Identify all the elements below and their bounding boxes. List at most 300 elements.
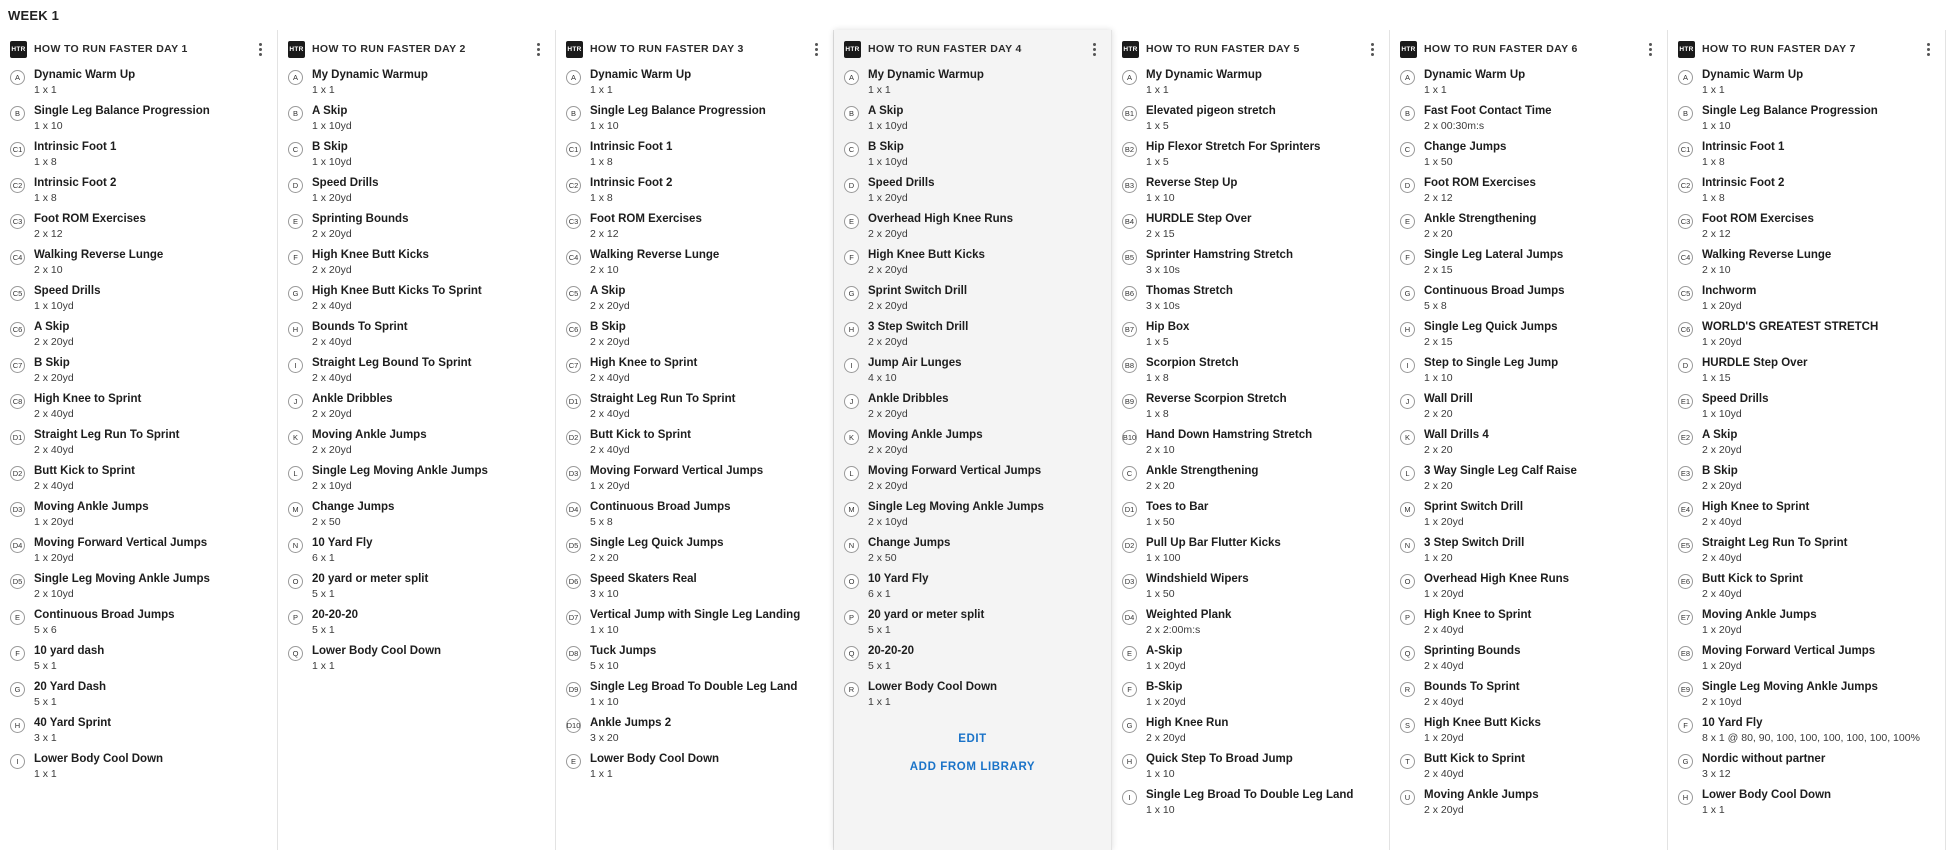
exercise-row[interactable] bbox=[10, 320, 267, 349]
exercise-row[interactable] bbox=[844, 500, 1101, 529]
exercise-tag-badge: F bbox=[288, 250, 303, 265]
exercise-name: Moving Forward Vertical Jumps bbox=[868, 465, 1042, 477]
exercise-text bbox=[590, 500, 731, 529]
exercise-tag-badge: P bbox=[1400, 610, 1415, 625]
exercise-row[interactable] bbox=[10, 464, 267, 493]
exercise-row[interactable] bbox=[566, 644, 823, 673]
exercise-row[interactable] bbox=[10, 356, 267, 385]
exercise-row[interactable] bbox=[1678, 464, 1935, 493]
exercise-text bbox=[1702, 572, 1803, 601]
exercise-sets-reps: 2 x 40yd bbox=[34, 480, 74, 492]
exercise-row[interactable] bbox=[844, 644, 1101, 673]
exercise-name: WORLD'S GREATEST STRETCH bbox=[1702, 321, 1879, 333]
exercise-sets-reps: 3 x 1 bbox=[34, 732, 57, 744]
exercise-row[interactable] bbox=[844, 464, 1101, 493]
exercise-tag-badge: E bbox=[288, 214, 303, 229]
exercise-row[interactable] bbox=[844, 608, 1101, 637]
exercise-name: Sprinting Bounds bbox=[312, 213, 409, 225]
exercise-text bbox=[312, 212, 408, 241]
exercise-row[interactable] bbox=[1678, 788, 1935, 817]
exercise-tag-badge: B bbox=[844, 106, 859, 121]
exercise-text bbox=[1424, 212, 1536, 241]
exercise-tag-badge: C6 bbox=[1678, 322, 1693, 337]
exercise-tag-badge: D6 bbox=[566, 574, 581, 589]
exercise-row[interactable] bbox=[10, 680, 267, 709]
exercise-text bbox=[1702, 608, 1817, 637]
exercise-row[interactable] bbox=[10, 644, 267, 673]
exercise-row[interactable] bbox=[1400, 536, 1657, 565]
exercise-text bbox=[34, 140, 116, 169]
day-column-title: HOW TO RUN FASTER DAY 6 bbox=[1424, 43, 1578, 55]
exercise-row[interactable] bbox=[1678, 644, 1935, 673]
day-column[interactable] bbox=[1112, 30, 1390, 850]
exercise-row[interactable] bbox=[1122, 572, 1379, 601]
exercise-row[interactable] bbox=[288, 608, 545, 637]
exercise-sets-reps: 2 x 50 bbox=[868, 552, 897, 564]
exercise-tag-badge: B3 bbox=[1122, 178, 1137, 193]
exercise-row[interactable] bbox=[1122, 788, 1379, 817]
exercise-sets-reps: 1 x 1 bbox=[590, 768, 613, 780]
exercise-row[interactable] bbox=[1122, 752, 1379, 781]
exercise-text bbox=[868, 608, 984, 637]
exercise-row[interactable] bbox=[288, 104, 545, 133]
exercise-text bbox=[868, 68, 984, 97]
exercise-text bbox=[590, 392, 735, 421]
exercise-row[interactable] bbox=[844, 104, 1101, 133]
exercise-tag-badge: E1 bbox=[1678, 394, 1693, 409]
day-column[interactable] bbox=[1390, 30, 1668, 850]
exercise-name: High Knee to Sprint bbox=[1702, 501, 1810, 513]
exercise-row[interactable] bbox=[566, 356, 823, 385]
exercise-row[interactable] bbox=[1122, 680, 1379, 709]
exercise-row[interactable] bbox=[1400, 176, 1657, 205]
exercise-text bbox=[1424, 176, 1536, 205]
exercise-row[interactable] bbox=[566, 464, 823, 493]
exercise-row[interactable] bbox=[288, 500, 545, 529]
exercise-sets-reps: 3 x 12 bbox=[1702, 768, 1731, 780]
day-column-title: HOW TO RUN FASTER DAY 7 bbox=[1702, 43, 1856, 55]
exercise-row[interactable] bbox=[566, 680, 823, 709]
exercise-text bbox=[1146, 608, 1231, 637]
exercise-tag-badge: B4 bbox=[1122, 214, 1137, 229]
exercise-name: Wall Drills 4 bbox=[1424, 429, 1489, 441]
exercise-row[interactable] bbox=[288, 140, 545, 169]
exercise-row[interactable] bbox=[1122, 176, 1379, 205]
exercise-row[interactable] bbox=[288, 572, 545, 601]
exercise-row[interactable] bbox=[1122, 608, 1379, 637]
exercise-sets-reps: 1 x 10 bbox=[1146, 768, 1175, 780]
exercise-row[interactable] bbox=[288, 320, 545, 349]
exercise-row[interactable] bbox=[1400, 104, 1657, 133]
exercise-row[interactable] bbox=[1678, 248, 1935, 277]
exercise-row[interactable] bbox=[1400, 140, 1657, 169]
exercise-text bbox=[1702, 428, 1742, 457]
exercise-name: Continuous Broad Jumps bbox=[1424, 285, 1565, 297]
exercise-row[interactable] bbox=[288, 356, 545, 385]
exercise-tag-badge: L bbox=[844, 466, 859, 481]
exercise-row[interactable] bbox=[566, 608, 823, 637]
exercise-row[interactable] bbox=[1678, 500, 1935, 529]
exercise-name: Foot ROM Exercises bbox=[590, 213, 702, 225]
exercise-text bbox=[1146, 644, 1186, 673]
exercise-list bbox=[1400, 68, 1657, 817]
exercise-row[interactable] bbox=[1678, 392, 1935, 421]
exercise-row[interactable] bbox=[1122, 104, 1379, 133]
exercise-row[interactable] bbox=[1122, 248, 1379, 277]
exercise-row[interactable] bbox=[10, 68, 267, 97]
exercise-name: Single Leg Balance Progression bbox=[34, 105, 210, 117]
exercise-text bbox=[1146, 536, 1281, 565]
exercise-row[interactable] bbox=[1678, 320, 1935, 349]
exercise-row[interactable] bbox=[1400, 608, 1657, 637]
exercise-sets-reps: 1 x 1 bbox=[590, 84, 613, 96]
exercise-name: Walking Reverse Lunge bbox=[1702, 249, 1832, 261]
exercise-row[interactable] bbox=[1400, 320, 1657, 349]
exercise-row[interactable] bbox=[566, 716, 823, 745]
exercise-sets-reps: 1 x 10yd bbox=[1702, 408, 1742, 420]
exercise-row[interactable] bbox=[844, 392, 1101, 421]
exercise-row[interactable] bbox=[288, 536, 545, 565]
exercise-sets-reps: 1 x 20yd bbox=[34, 516, 74, 528]
exercise-row[interactable] bbox=[288, 248, 545, 277]
exercise-sets-reps: 1 x 1 bbox=[1702, 804, 1725, 816]
exercise-tag-badge: D5 bbox=[566, 538, 581, 553]
exercise-row[interactable] bbox=[10, 572, 267, 601]
day-column-title: HOW TO RUN FASTER DAY 3 bbox=[590, 43, 744, 55]
exercise-row[interactable] bbox=[1122, 464, 1379, 493]
exercise-text bbox=[34, 752, 163, 781]
more-options-icon[interactable] bbox=[253, 40, 267, 58]
exercise-row[interactable] bbox=[1400, 212, 1657, 241]
exercise-row[interactable] bbox=[566, 140, 823, 169]
exercise-name: A Skip bbox=[1702, 429, 1738, 441]
exercise-row[interactable] bbox=[1400, 500, 1657, 529]
exercise-tag-badge: C7 bbox=[10, 358, 25, 373]
exercise-row[interactable] bbox=[1678, 680, 1935, 709]
exercise-name: HURDLE Step Over bbox=[1702, 357, 1808, 369]
exercise-sets-reps: 2 x 15 bbox=[1424, 336, 1453, 348]
exercise-text bbox=[1424, 644, 1520, 673]
exercise-sets-reps: 1 x 20yd bbox=[1424, 732, 1464, 744]
exercise-row[interactable] bbox=[566, 212, 823, 241]
exercise-row[interactable] bbox=[1678, 176, 1935, 205]
exercise-row[interactable] bbox=[1678, 608, 1935, 637]
day-column[interactable] bbox=[278, 30, 556, 850]
exercise-row[interactable] bbox=[1122, 644, 1379, 673]
exercise-tag-badge: E3 bbox=[1678, 466, 1693, 481]
exercise-list bbox=[1122, 68, 1379, 817]
exercise-sets-reps: 2 x 20yd bbox=[1702, 444, 1742, 456]
exercise-row[interactable] bbox=[1678, 104, 1935, 133]
exercise-text bbox=[590, 212, 702, 241]
day-column-title: HOW TO RUN FASTER DAY 4 bbox=[868, 43, 1022, 55]
more-options-icon[interactable] bbox=[1643, 40, 1657, 58]
add-from-library-button[interactable]: ADD FROM LIBRARY bbox=[844, 753, 1101, 781]
exercise-text bbox=[312, 428, 427, 457]
exercise-sets-reps: 1 x 1 bbox=[1702, 84, 1725, 96]
exercise-tag-badge: C3 bbox=[10, 214, 25, 229]
day-column-title: HOW TO RUN FASTER DAY 2 bbox=[312, 43, 466, 55]
exercise-row[interactable] bbox=[1678, 212, 1935, 241]
exercise-row[interactable] bbox=[1400, 716, 1657, 745]
exercise-tag-badge: K bbox=[844, 430, 859, 445]
exercise-tag-badge: F bbox=[844, 250, 859, 265]
week-label: WEEK 1 bbox=[8, 7, 60, 23]
exercise-row[interactable] bbox=[288, 428, 545, 457]
exercise-text bbox=[312, 500, 394, 529]
exercise-sets-reps: 1 x 10yd bbox=[868, 120, 908, 132]
exercise-row[interactable] bbox=[844, 572, 1101, 601]
exercise-row[interactable] bbox=[1400, 644, 1657, 673]
exercise-row[interactable] bbox=[1678, 284, 1935, 313]
exercise-row[interactable] bbox=[10, 284, 267, 313]
exercise-name: High Knee to Sprint bbox=[1424, 609, 1532, 621]
exercise-row[interactable] bbox=[1400, 68, 1657, 97]
exercise-row[interactable] bbox=[1122, 284, 1379, 313]
exercise-row[interactable] bbox=[1122, 716, 1379, 745]
exercise-name: Straight Leg Bound To Sprint bbox=[312, 357, 472, 369]
exercise-row[interactable] bbox=[566, 572, 823, 601]
exercise-sets-reps: 1 x 8 bbox=[1146, 372, 1169, 384]
exercise-sets-reps: 2 x 20yd bbox=[590, 300, 630, 312]
exercise-text bbox=[34, 356, 74, 385]
more-options-icon[interactable] bbox=[809, 40, 823, 58]
more-options-icon[interactable] bbox=[1087, 40, 1101, 58]
exercise-text bbox=[1146, 320, 1189, 349]
exercise-row[interactable] bbox=[844, 68, 1101, 97]
exercise-sets-reps: 1 x 5 bbox=[1146, 120, 1169, 132]
exercise-row[interactable] bbox=[1400, 392, 1657, 421]
exercise-row[interactable] bbox=[566, 392, 823, 421]
day-column-header bbox=[288, 30, 545, 64]
exercise-row[interactable] bbox=[1400, 356, 1657, 385]
exercise-sets-reps: 1 x 50 bbox=[1146, 516, 1175, 528]
day-column[interactable] bbox=[556, 30, 834, 850]
exercise-tag-badge: I bbox=[10, 754, 25, 769]
exercise-sets-reps: 1 x 20yd bbox=[1702, 300, 1742, 312]
exercise-name: A-Skip bbox=[1146, 645, 1183, 657]
exercise-tag-badge: H bbox=[844, 322, 859, 337]
exercise-text bbox=[868, 212, 1013, 241]
edit-button[interactable]: EDIT bbox=[844, 725, 1101, 753]
exercise-tag-badge: C2 bbox=[1678, 178, 1693, 193]
exercise-row[interactable] bbox=[10, 500, 267, 529]
exercise-name: Overhead High Knee Runs bbox=[1424, 573, 1570, 585]
exercise-sets-reps: 2 x 20yd bbox=[34, 336, 74, 348]
exercise-name: Sprinter Hamstring Stretch bbox=[1146, 249, 1293, 261]
exercise-sets-reps: 2 x 20 bbox=[1424, 444, 1453, 456]
exercise-row[interactable] bbox=[1678, 68, 1935, 97]
exercise-row[interactable] bbox=[566, 500, 823, 529]
exercise-name: Lower Body Cool Down bbox=[590, 753, 720, 765]
exercise-text bbox=[1702, 248, 1831, 277]
exercise-row[interactable] bbox=[288, 176, 545, 205]
htr-logo-icon: HTR bbox=[1678, 41, 1695, 58]
exercise-row[interactable] bbox=[1400, 428, 1657, 457]
exercise-sets-reps: 1 x 10 bbox=[590, 696, 619, 708]
exercise-name: Reverse Scorpion Stretch bbox=[1146, 393, 1287, 405]
exercise-text bbox=[590, 464, 763, 493]
exercise-name: Jump Air Lunges bbox=[868, 357, 962, 369]
exercise-row[interactable] bbox=[844, 680, 1101, 709]
exercise-tag-badge: R bbox=[844, 682, 859, 697]
exercise-name: Single Leg Balance Progression bbox=[1702, 105, 1878, 117]
exercise-row[interactable] bbox=[1400, 248, 1657, 277]
exercise-row[interactable] bbox=[1400, 680, 1657, 709]
exercise-sets-reps: 2 x 40yd bbox=[1702, 588, 1742, 600]
exercise-name: My Dynamic Warmup bbox=[868, 69, 984, 81]
exercise-row[interactable] bbox=[844, 248, 1101, 277]
exercise-text bbox=[34, 104, 210, 133]
exercise-text bbox=[34, 248, 163, 277]
exercise-sets-reps: 1 x 1 bbox=[312, 660, 335, 672]
exercise-row[interactable] bbox=[844, 284, 1101, 313]
exercise-row[interactable] bbox=[1678, 716, 1935, 745]
exercise-row[interactable] bbox=[10, 716, 267, 745]
exercise-text bbox=[312, 140, 352, 169]
exercise-row[interactable] bbox=[1678, 752, 1935, 781]
exercise-sets-reps: 2 x 20yd bbox=[868, 444, 908, 456]
exercise-row[interactable] bbox=[288, 464, 545, 493]
exercise-tag-badge: D2 bbox=[10, 466, 25, 481]
exercise-row[interactable] bbox=[1400, 284, 1657, 313]
exercise-row[interactable] bbox=[1678, 428, 1935, 457]
exercise-text bbox=[868, 356, 962, 385]
exercise-row[interactable] bbox=[10, 536, 267, 565]
exercise-text bbox=[34, 680, 106, 709]
exercise-row[interactable] bbox=[566, 104, 823, 133]
exercise-text bbox=[34, 392, 141, 421]
exercise-text bbox=[34, 716, 111, 745]
exercise-row[interactable] bbox=[1122, 356, 1379, 385]
exercise-text bbox=[1702, 644, 1875, 673]
exercise-row[interactable] bbox=[844, 320, 1101, 349]
exercise-row[interactable] bbox=[10, 212, 267, 241]
exercise-row[interactable] bbox=[1122, 140, 1379, 169]
exercise-tag-badge: A bbox=[1678, 70, 1693, 85]
exercise-row[interactable] bbox=[1122, 500, 1379, 529]
exercise-text bbox=[312, 644, 441, 673]
exercise-row[interactable] bbox=[844, 212, 1101, 241]
exercise-row[interactable] bbox=[1122, 212, 1379, 241]
exercise-row[interactable] bbox=[566, 248, 823, 277]
exercise-text bbox=[312, 248, 429, 277]
exercise-row[interactable] bbox=[288, 212, 545, 241]
exercise-sets-reps: 2 x 20yd bbox=[312, 264, 352, 276]
day-column[interactable] bbox=[0, 30, 278, 850]
exercise-text bbox=[1146, 464, 1258, 493]
exercise-name: Speed Drills bbox=[868, 177, 935, 189]
exercise-row[interactable] bbox=[1122, 320, 1379, 349]
exercise-row[interactable] bbox=[566, 428, 823, 457]
exercise-name: High Knee Run bbox=[1146, 717, 1229, 729]
exercise-row[interactable] bbox=[844, 356, 1101, 385]
day-column[interactable] bbox=[1668, 30, 1946, 850]
exercise-sets-reps: 2 x 40yd bbox=[34, 444, 74, 456]
exercise-row[interactable] bbox=[288, 644, 545, 673]
exercise-name: Single Leg Lateral Jumps bbox=[1424, 249, 1564, 261]
exercise-row[interactable] bbox=[10, 752, 267, 781]
exercise-text bbox=[34, 500, 149, 529]
exercise-row[interactable] bbox=[844, 428, 1101, 457]
exercise-row[interactable] bbox=[1678, 536, 1935, 565]
exercise-name: A Skip bbox=[312, 105, 348, 117]
exercise-tag-badge: C4 bbox=[10, 250, 25, 265]
day-column[interactable] bbox=[834, 30, 1112, 850]
exercise-sets-reps: 1 x 8 bbox=[34, 192, 57, 204]
exercise-row[interactable] bbox=[566, 284, 823, 313]
exercise-row[interactable] bbox=[1400, 464, 1657, 493]
exercise-sets-reps: 2 x 20yd bbox=[312, 444, 352, 456]
htr-logo-icon: HTR bbox=[1400, 41, 1417, 58]
exercise-name: Wall Drill bbox=[1424, 393, 1473, 405]
exercise-row[interactable] bbox=[566, 68, 823, 97]
exercise-row[interactable] bbox=[1400, 752, 1657, 781]
exercise-sets-reps: 5 x 1 bbox=[868, 624, 891, 636]
exercise-row[interactable] bbox=[1122, 428, 1379, 457]
exercise-name: Overhead High Knee Runs bbox=[868, 213, 1014, 225]
exercise-row[interactable] bbox=[844, 176, 1101, 205]
exercise-name: Straight Leg Run To Sprint bbox=[1702, 537, 1848, 549]
week-board bbox=[0, 30, 1946, 850]
exercise-row[interactable] bbox=[1678, 140, 1935, 169]
exercise-sets-reps: 1 x 20yd bbox=[1424, 588, 1464, 600]
exercise-name: B Skip bbox=[868, 141, 904, 153]
exercise-tag-badge: M bbox=[844, 502, 859, 517]
exercise-tag-badge: B9 bbox=[1122, 394, 1137, 409]
exercise-row[interactable] bbox=[288, 392, 545, 421]
more-options-icon[interactable] bbox=[1921, 40, 1935, 58]
exercise-row[interactable] bbox=[1122, 68, 1379, 97]
exercise-name: Continuous Broad Jumps bbox=[590, 501, 731, 513]
exercise-text bbox=[34, 212, 146, 241]
more-options-icon[interactable] bbox=[531, 40, 545, 58]
exercise-sets-reps: 1 x 8 bbox=[1702, 192, 1725, 204]
exercise-row[interactable] bbox=[10, 140, 267, 169]
exercise-row[interactable] bbox=[10, 392, 267, 421]
exercise-row[interactable] bbox=[10, 248, 267, 277]
exercise-tag-badge: B8 bbox=[1122, 358, 1137, 373]
exercise-sets-reps: 1 x 20yd bbox=[1702, 624, 1742, 636]
exercise-row[interactable] bbox=[566, 320, 823, 349]
exercise-sets-reps: 5 x 6 bbox=[34, 624, 57, 636]
exercise-row[interactable] bbox=[566, 752, 823, 781]
exercise-row[interactable] bbox=[288, 284, 545, 313]
exercise-row[interactable] bbox=[1400, 788, 1657, 817]
exercise-row[interactable] bbox=[10, 608, 267, 637]
exercise-row[interactable] bbox=[10, 104, 267, 133]
exercise-row[interactable] bbox=[566, 176, 823, 205]
exercise-row[interactable] bbox=[288, 68, 545, 97]
more-options-icon[interactable] bbox=[1365, 40, 1379, 58]
exercise-text bbox=[312, 392, 393, 421]
exercise-sets-reps: 2 x 40yd bbox=[1702, 516, 1742, 528]
exercise-row[interactable] bbox=[844, 140, 1101, 169]
exercise-row[interactable] bbox=[10, 176, 267, 205]
exercise-row[interactable] bbox=[10, 428, 267, 457]
exercise-row[interactable] bbox=[1400, 572, 1657, 601]
exercise-sets-reps: 1 x 50 bbox=[1424, 156, 1453, 168]
exercise-tag-badge: I bbox=[1122, 790, 1137, 805]
exercise-row[interactable] bbox=[566, 536, 823, 565]
exercise-tag-badge: K bbox=[1400, 430, 1415, 445]
exercise-row[interactable] bbox=[844, 536, 1101, 565]
exercise-sets-reps: 5 x 8 bbox=[1424, 300, 1447, 312]
exercise-row[interactable] bbox=[1122, 536, 1379, 565]
exercise-row[interactable] bbox=[1678, 572, 1935, 601]
exercise-row[interactable] bbox=[1122, 392, 1379, 421]
exercise-row[interactable] bbox=[1678, 356, 1935, 385]
